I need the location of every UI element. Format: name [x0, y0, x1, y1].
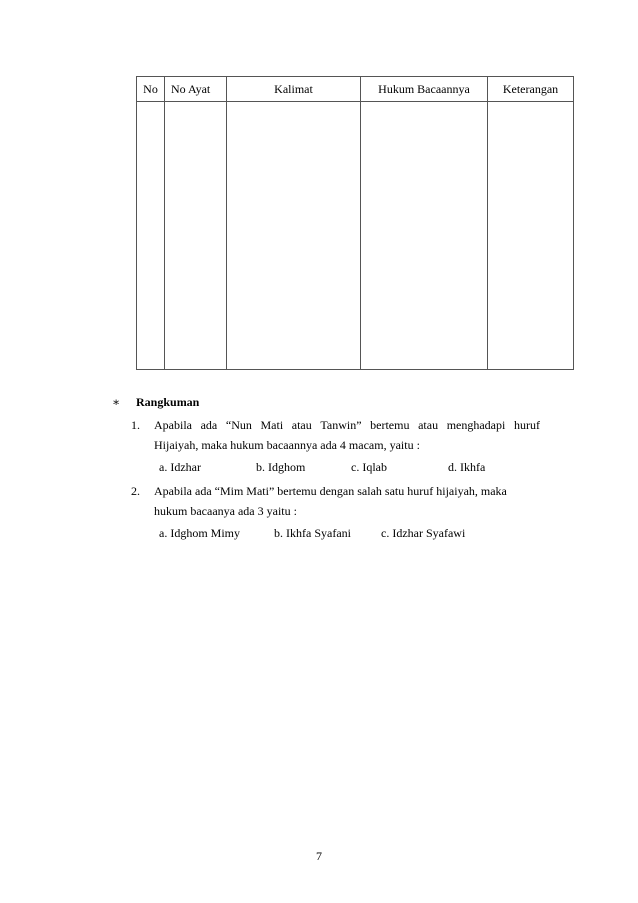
item-2-line-1: Apabila ada “Mim Mati” bertemu dengan salah satu huruf hijaiyah, maka — [154, 484, 507, 498]
word: “Nun — [225, 418, 252, 432]
page-number: 7 — [316, 849, 322, 863]
word: Tanwin” — [320, 418, 362, 432]
summary-title: Rangkuman — [136, 395, 200, 409]
bullet-icon: ∗ — [112, 395, 121, 409]
option-a: a. Idghom Mimy — [159, 526, 240, 540]
word: bertemu — [370, 418, 410, 432]
table-cell-kalimat — [227, 102, 361, 370]
table-cell-no — [137, 102, 165, 370]
worksheet-table — [136, 76, 574, 370]
item-1-line-1 — [154, 417, 540, 433]
table-cell-keterangan — [488, 102, 574, 370]
header-hukum-bacaannya: Hukum Bacaannya — [361, 77, 488, 102]
word: menghadapi — [446, 418, 506, 432]
word: huruf — [513, 418, 540, 432]
option-a: a. Idzhar — [159, 460, 201, 474]
word: atau — [418, 418, 439, 432]
table-cell-hukum — [361, 102, 488, 370]
header-keterangan: Keterangan — [488, 77, 574, 102]
word: Mati — [260, 418, 284, 432]
word: ada — [200, 418, 218, 432]
option-b: b. Idghom — [256, 460, 306, 474]
item-number: 2. — [131, 484, 140, 498]
item-1-line-2: Hijaiyah, maka hukum bacaannya ada 4 macam, yaitu : — [154, 438, 420, 452]
table-header-row — [137, 77, 574, 102]
option-c: c. Idzhar Syafawi — [381, 526, 466, 540]
table-cell-no-ayat — [165, 102, 227, 370]
word: atau — [291, 418, 312, 432]
header-no: No — [137, 77, 165, 102]
table-row — [137, 102, 574, 370]
option-d: d. Ikhfa — [448, 460, 486, 474]
word: Apabila — [154, 418, 192, 432]
item-2-line-2: hukum bacaanya ada 3 yaitu : — [154, 504, 297, 518]
option-b: b. Ikhfa Syafani — [274, 526, 351, 540]
header-no-ayat: No Ayat — [165, 77, 227, 102]
header-kalimat: Kalimat — [227, 77, 361, 102]
item-number: 1. — [131, 418, 140, 432]
option-c: c. Iqlab — [351, 460, 387, 474]
